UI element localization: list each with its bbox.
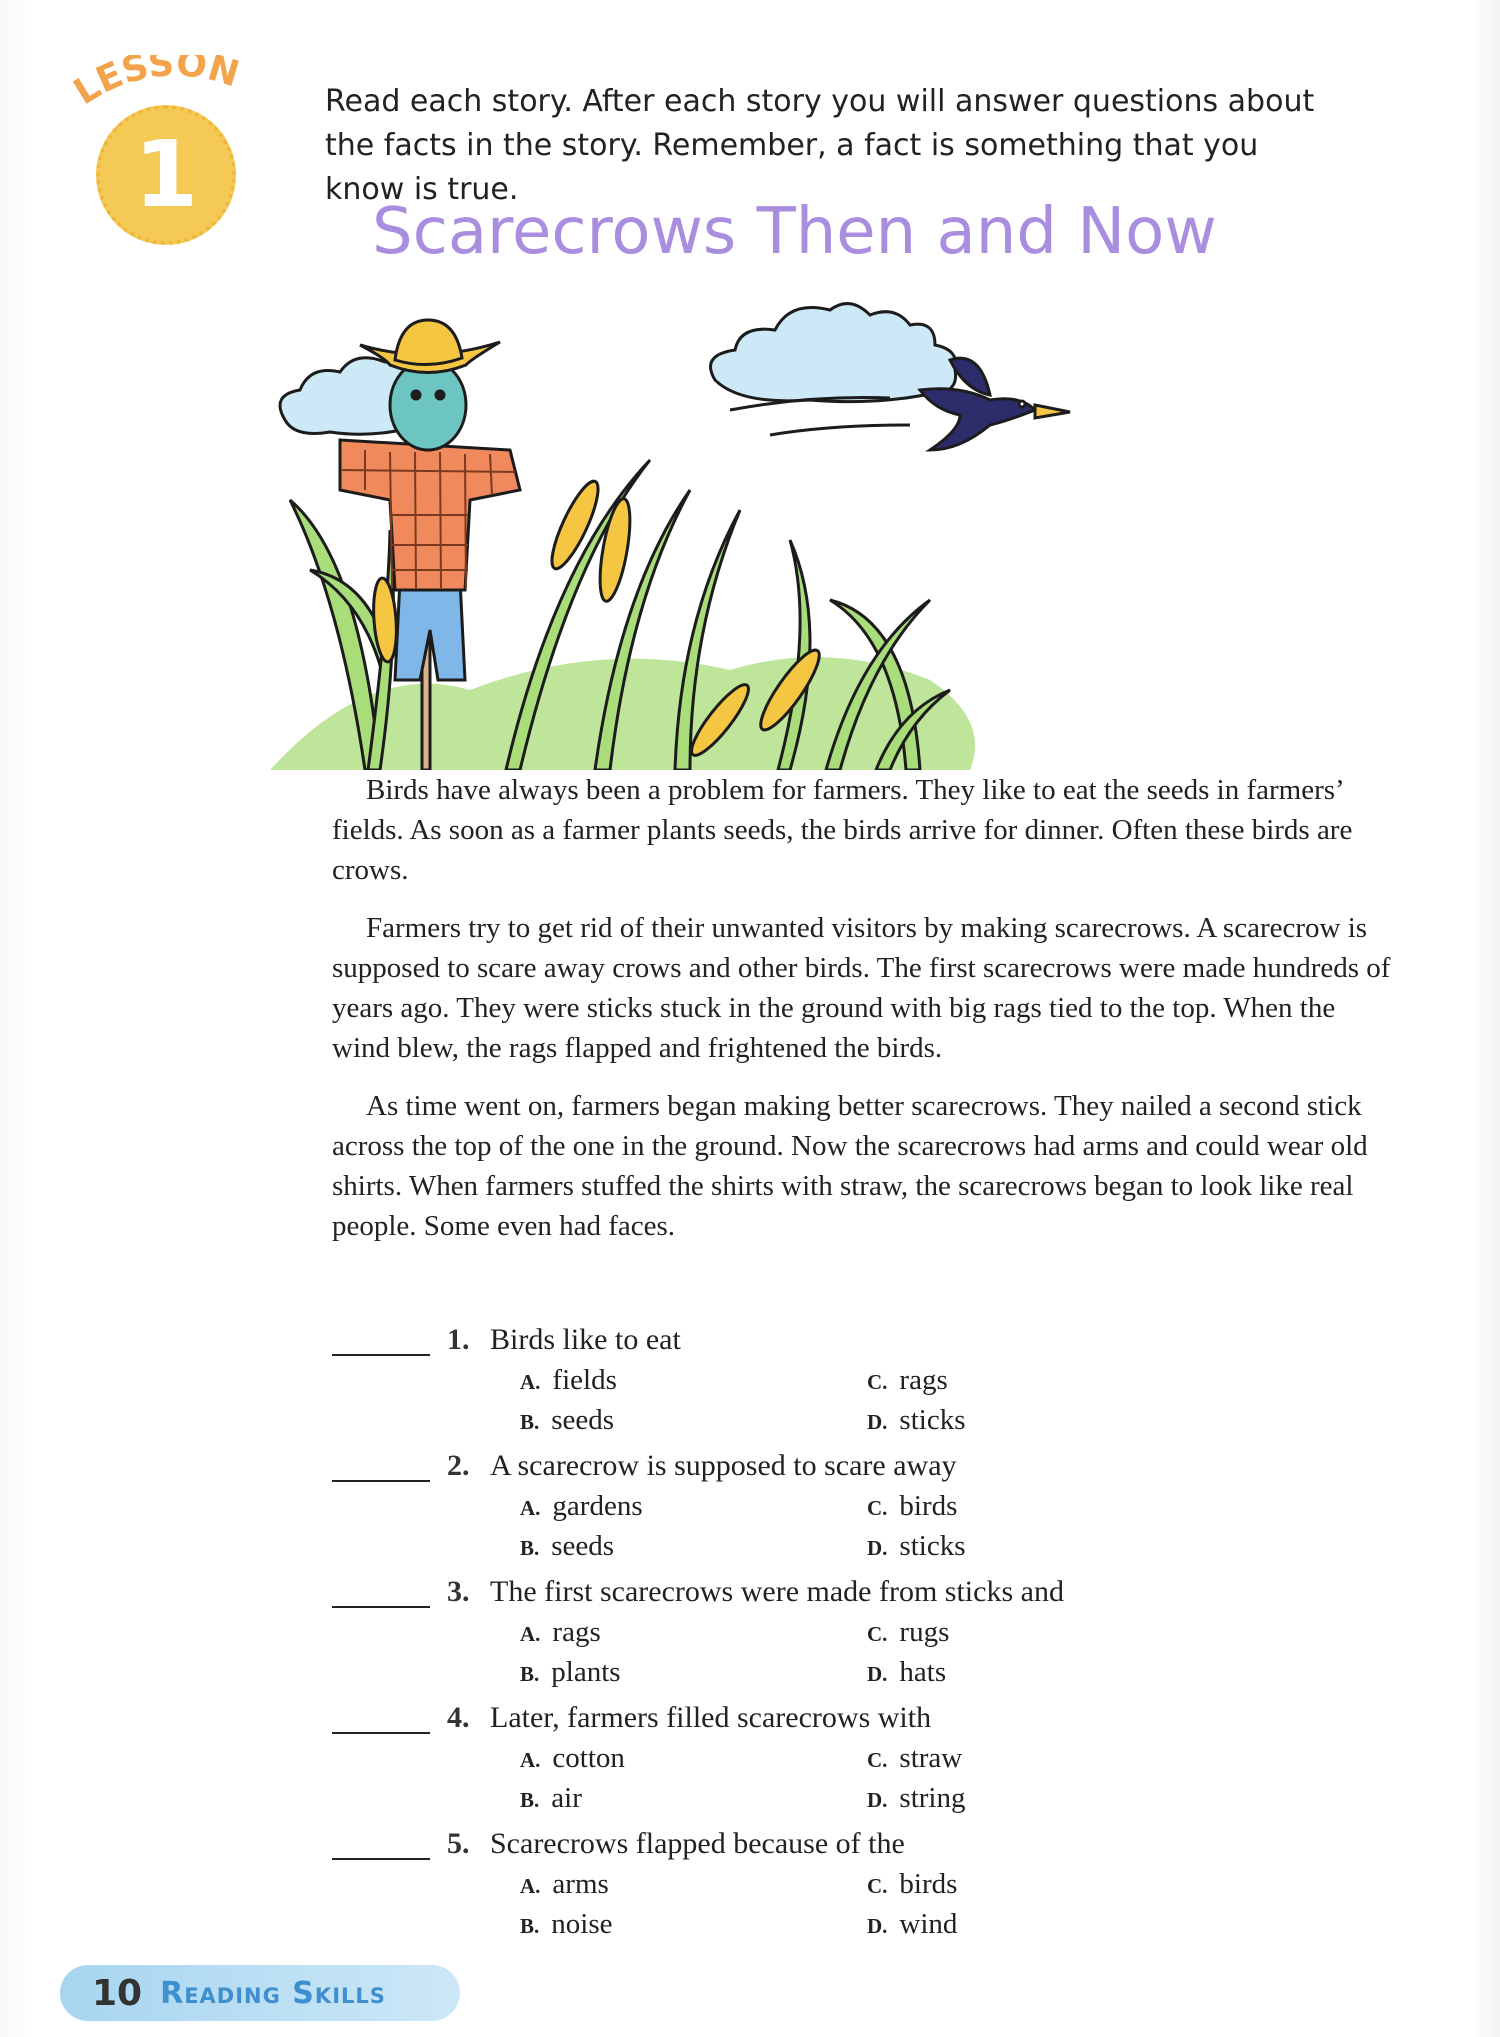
question-number: 1. xyxy=(447,1323,470,1356)
lesson-number-circle xyxy=(96,105,236,245)
story-paragraph: Birds have always been a problem for farmers. They like to eat the seeds in farmers’ fields. As soon as a farmer plants seeds, the birds arrive for dinner. Often these birds are crows. xyxy=(332,774,1353,886)
choice-c xyxy=(867,1738,962,1780)
choice-c xyxy=(867,1360,948,1402)
choice-text: birds xyxy=(899,1868,958,1900)
choice-b xyxy=(520,1778,582,1820)
choice-text: arms xyxy=(552,1868,609,1900)
choice-text: fields xyxy=(552,1364,617,1396)
story-paragraph: Farmers try to get rid of their unwanted visitors by making scarecrows. A scarecrow is supposed to scare away crows and other birds. The first scarecrows were made hundreds of years ago. They were sticks stuck in the ground with big rags tied to the top. When the wind blew, the rags flapped and frightened the birds. xyxy=(332,912,1391,1064)
choice-d xyxy=(867,1904,957,1946)
answer-blank[interactable] xyxy=(332,1606,430,1608)
choice-d xyxy=(867,1652,946,1694)
choice-letter: A. xyxy=(520,1622,541,1646)
question-5 xyxy=(332,1824,1332,1950)
choice-text: rags xyxy=(899,1364,948,1396)
choice-b xyxy=(520,1526,614,1568)
question-text: Later, farmers filled scarecrows with xyxy=(490,1701,932,1734)
question-number: 2. xyxy=(447,1449,470,1482)
choice-letter: C. xyxy=(867,1748,888,1772)
story-body xyxy=(332,770,1392,1264)
choice-d xyxy=(867,1526,965,1568)
questions-list xyxy=(332,1320,1332,1950)
choice-b xyxy=(520,1400,614,1442)
choice-text: cotton xyxy=(552,1742,625,1774)
choice-letter: C. xyxy=(867,1370,888,1394)
choice-letter: D. xyxy=(867,1662,888,1686)
choice-a xyxy=(520,1360,617,1402)
choice-text: sticks xyxy=(899,1404,966,1436)
question-number: 3. xyxy=(447,1575,470,1608)
story-paragraph: As time went on, farmers began making better scarecrows. They nailed a second stick across the top of the one in the ground. Now the scarecrows had arms and could wear old shirts. When farmers stuffed the shirts with straw, the scarecrows began to look like real people. Some even had faces. xyxy=(332,1090,1368,1242)
choice-letter: A. xyxy=(520,1874,541,1898)
choice-text: seeds xyxy=(551,1404,615,1436)
scarecrow-illustration xyxy=(270,300,1400,770)
choice-a xyxy=(520,1612,601,1654)
lesson-badge xyxy=(70,55,285,255)
choice-b xyxy=(520,1652,621,1694)
choice-letter: A. xyxy=(520,1748,541,1772)
choice-text: plants xyxy=(551,1656,621,1688)
choice-c xyxy=(867,1486,957,1528)
choice-letter: D. xyxy=(867,1914,888,1938)
story-title: Scarecrows Then and Now xyxy=(372,195,1217,269)
choice-text: seeds xyxy=(551,1530,615,1562)
footer-bar xyxy=(60,1965,460,2021)
choice-letter: A. xyxy=(520,1496,541,1520)
choice-letter: C. xyxy=(867,1496,888,1520)
choice-text: rags xyxy=(552,1616,601,1648)
choice-text: gardens xyxy=(552,1490,643,1522)
choice-d xyxy=(867,1778,965,1820)
instructions: Read each story. After each story you will answer questions about the facts in the story. Remember, a fact is something that you know is true. xyxy=(325,84,1315,207)
question-text: Scarecrows flapped because of the xyxy=(490,1827,905,1860)
choice-letter: B. xyxy=(520,1536,540,1560)
choice-text: noise xyxy=(551,1908,613,1940)
question-3 xyxy=(332,1572,1332,1698)
choice-letter: B. xyxy=(520,1662,540,1686)
choice-letter: B. xyxy=(520,1410,540,1434)
motion-lines xyxy=(730,398,910,436)
choice-text: birds xyxy=(899,1490,958,1522)
choice-text: wind xyxy=(899,1908,958,1940)
question-number: 5. xyxy=(447,1827,470,1860)
lesson-number: 1 xyxy=(133,121,198,228)
question-2 xyxy=(332,1446,1332,1572)
choice-letter: B. xyxy=(520,1788,540,1812)
question-4 xyxy=(332,1698,1332,1824)
choice-letter: D. xyxy=(867,1788,888,1812)
choice-c xyxy=(867,1864,957,1906)
choice-a xyxy=(520,1864,609,1906)
question-text: The first scarecrows were made from sticks and xyxy=(490,1575,1064,1608)
choice-letter: B. xyxy=(520,1914,540,1938)
choice-letter: C. xyxy=(867,1622,888,1646)
answer-blank[interactable] xyxy=(332,1354,430,1356)
question-number: 4. xyxy=(447,1701,470,1734)
choice-c xyxy=(867,1612,949,1654)
choice-a xyxy=(520,1738,625,1780)
choice-text: hats xyxy=(899,1656,947,1688)
choice-letter: C. xyxy=(867,1874,888,1898)
choice-letter: D. xyxy=(867,1536,888,1560)
choice-text: rugs xyxy=(899,1616,950,1648)
answer-blank[interactable] xyxy=(332,1732,430,1734)
choice-b xyxy=(520,1904,612,1946)
choice-d xyxy=(867,1400,965,1442)
cloud-right xyxy=(711,304,956,402)
choice-letter: A. xyxy=(520,1370,541,1394)
lesson-word-text: LESSON xyxy=(70,55,244,114)
page-number: 10 xyxy=(92,1972,143,2014)
choice-a xyxy=(520,1486,643,1528)
choice-text: sticks xyxy=(899,1530,966,1562)
answer-blank[interactable] xyxy=(332,1858,430,1860)
answer-blank[interactable] xyxy=(332,1480,430,1482)
choice-text: string xyxy=(899,1782,966,1814)
question-1 xyxy=(332,1320,1332,1446)
question-text: A scarecrow is supposed to scare away xyxy=(490,1449,957,1482)
choice-text: air xyxy=(551,1782,582,1814)
footer-label: Reading Skills xyxy=(160,1975,386,2011)
choice-text: straw xyxy=(899,1742,963,1774)
choice-letter: D. xyxy=(867,1410,888,1434)
question-text: Birds like to eat xyxy=(490,1323,681,1356)
